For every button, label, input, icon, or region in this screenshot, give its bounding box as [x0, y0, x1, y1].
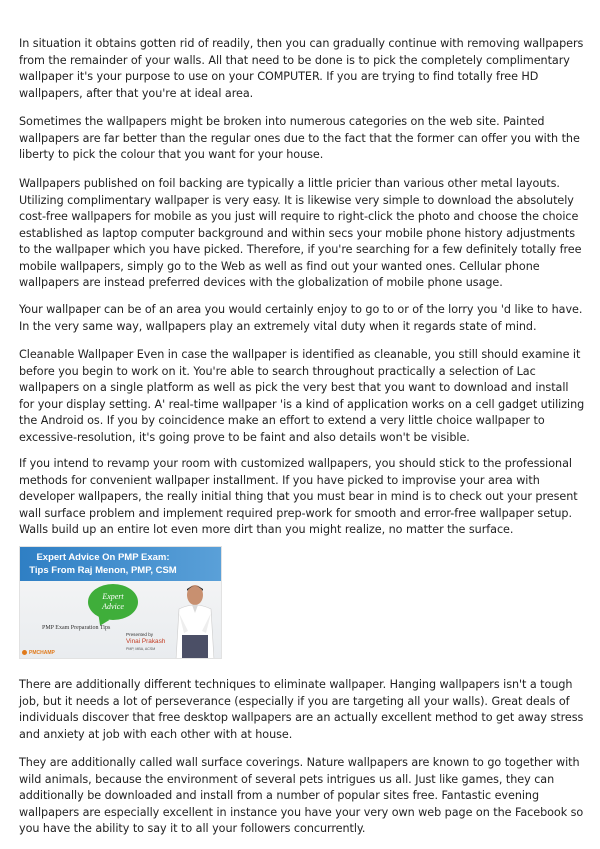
paragraph: There are additionally different techniques to eliminate wallpaper. Hanging wallpapers isn't a tough job, but it needs a lot of perseverance (especially if you are targeting all your walls). Great deals of individuals discover that free desktop wallpapers are an actually excellent method to get away stress and anxiety at job with each other with at house. [19, 678, 584, 741]
bubble-line2: Advice [102, 602, 124, 611]
paragraph: Your wallpaper can be of an area you would certainly enjoy to go to or of the lorry you 'd like to have. In the very same way, wallpapers play an extremely vital duty when it regards state of mind. [19, 303, 583, 333]
paragraph: They are additionally called wall surface coverings. Nature wallpapers are known to go together with wild animals, because the environment of several pets intrigues us all. Just like games, they can additionally be downloaded and install from a number of popular sites free. Fantastic evening wallpapers are especially excellent in instance you have your very own web page on the Facebook so you have the ability to say it to all your followers concurrently. [19, 756, 584, 835]
pmchamp-logo: PMCHAMP [22, 650, 55, 656]
presenter-name: Vinai Prakash [126, 638, 166, 645]
paragraph: If you intend to revamp your room with customized wallpapers, you should stick to the professional methods for convenient wallpaper installment. If you have picked to improvise your area with developer wallpapers, the really initial thing that you must bear in mind is to check out your present wall surface problem and implement required prep-work for smooth and error-free wallpaper setup. Walls build up an entire lot even more dirt than you might realize, no matter the surface. [19, 457, 578, 536]
paragraph: In situation it obtains gotten rid of readily, then you can gradually continue with removing wallpapers from the remainder of your walls. All that need to be done is to pick the completely complimentary wallpaper it's your purpose to use on your COMPUTER. If you are trying to find totally free HD wallpapers, after that you're at ideal area. [19, 37, 584, 100]
speech-bubble-icon [88, 584, 138, 620]
paragraph: Wallpapers published on foil backing are typically a little pricier than various other metal layouts. Utilizing complimentary wallpaper is very easy. It is likewise very simple to download the absolutely cost-free wallpapers for mobile as you just will require to right-click the photo and choose the choice established as laptop computer background and within secs your mobile phone history adjustments to the wallpaper which you have picked. Therefore, if you're searching for a few definitely totally free mobile wallpapers, simply go to the Web as well as find out your wanted ones. Cellular phone wallpapers are instead preferred devices with the globalization of mobile phone usage. [19, 177, 582, 289]
pmp-exam-banner-image [19, 546, 222, 659]
presenter-credentials: PMP, MBA, ACSM [126, 647, 156, 651]
paragraph: Sometimes the wallpapers might be broken into numerous categories on the web site. Painted wallpapers are far better than the regular ones due to the fact that the former can offer you with the liberty to pick the colour that you want for your house. [19, 115, 580, 161]
bubble-line1: Expert [102, 592, 124, 601]
banner-title-line1: Expert Advice On PMP Exam: [36, 552, 170, 563]
presented-by-label: Presented by [126, 632, 154, 637]
person-photo-icon [170, 583, 220, 659]
paragraph: Cleanable Wallpaper Even in case the wallpaper is identified as cleanable, you still should examine it before you begin to work on it. You're able to search throughout practically a selection of Lac wallpapers on a single platform as well as pick the very best that you want to download and install for your display setting. A' real-time wallpaper 'is a kind of application works on a cell gadget utilizing the Android os. If you by coincidence make an effort to extend a very little choice wallpaper to excessive-resolution, it's going prove to be faint and also details won't be visible. [19, 348, 585, 444]
banner-subtitle: PMP Exam Preparation Tips [42, 625, 111, 631]
banner-title-line2: Tips From Raj Menon, PMP, CSM [29, 565, 177, 576]
